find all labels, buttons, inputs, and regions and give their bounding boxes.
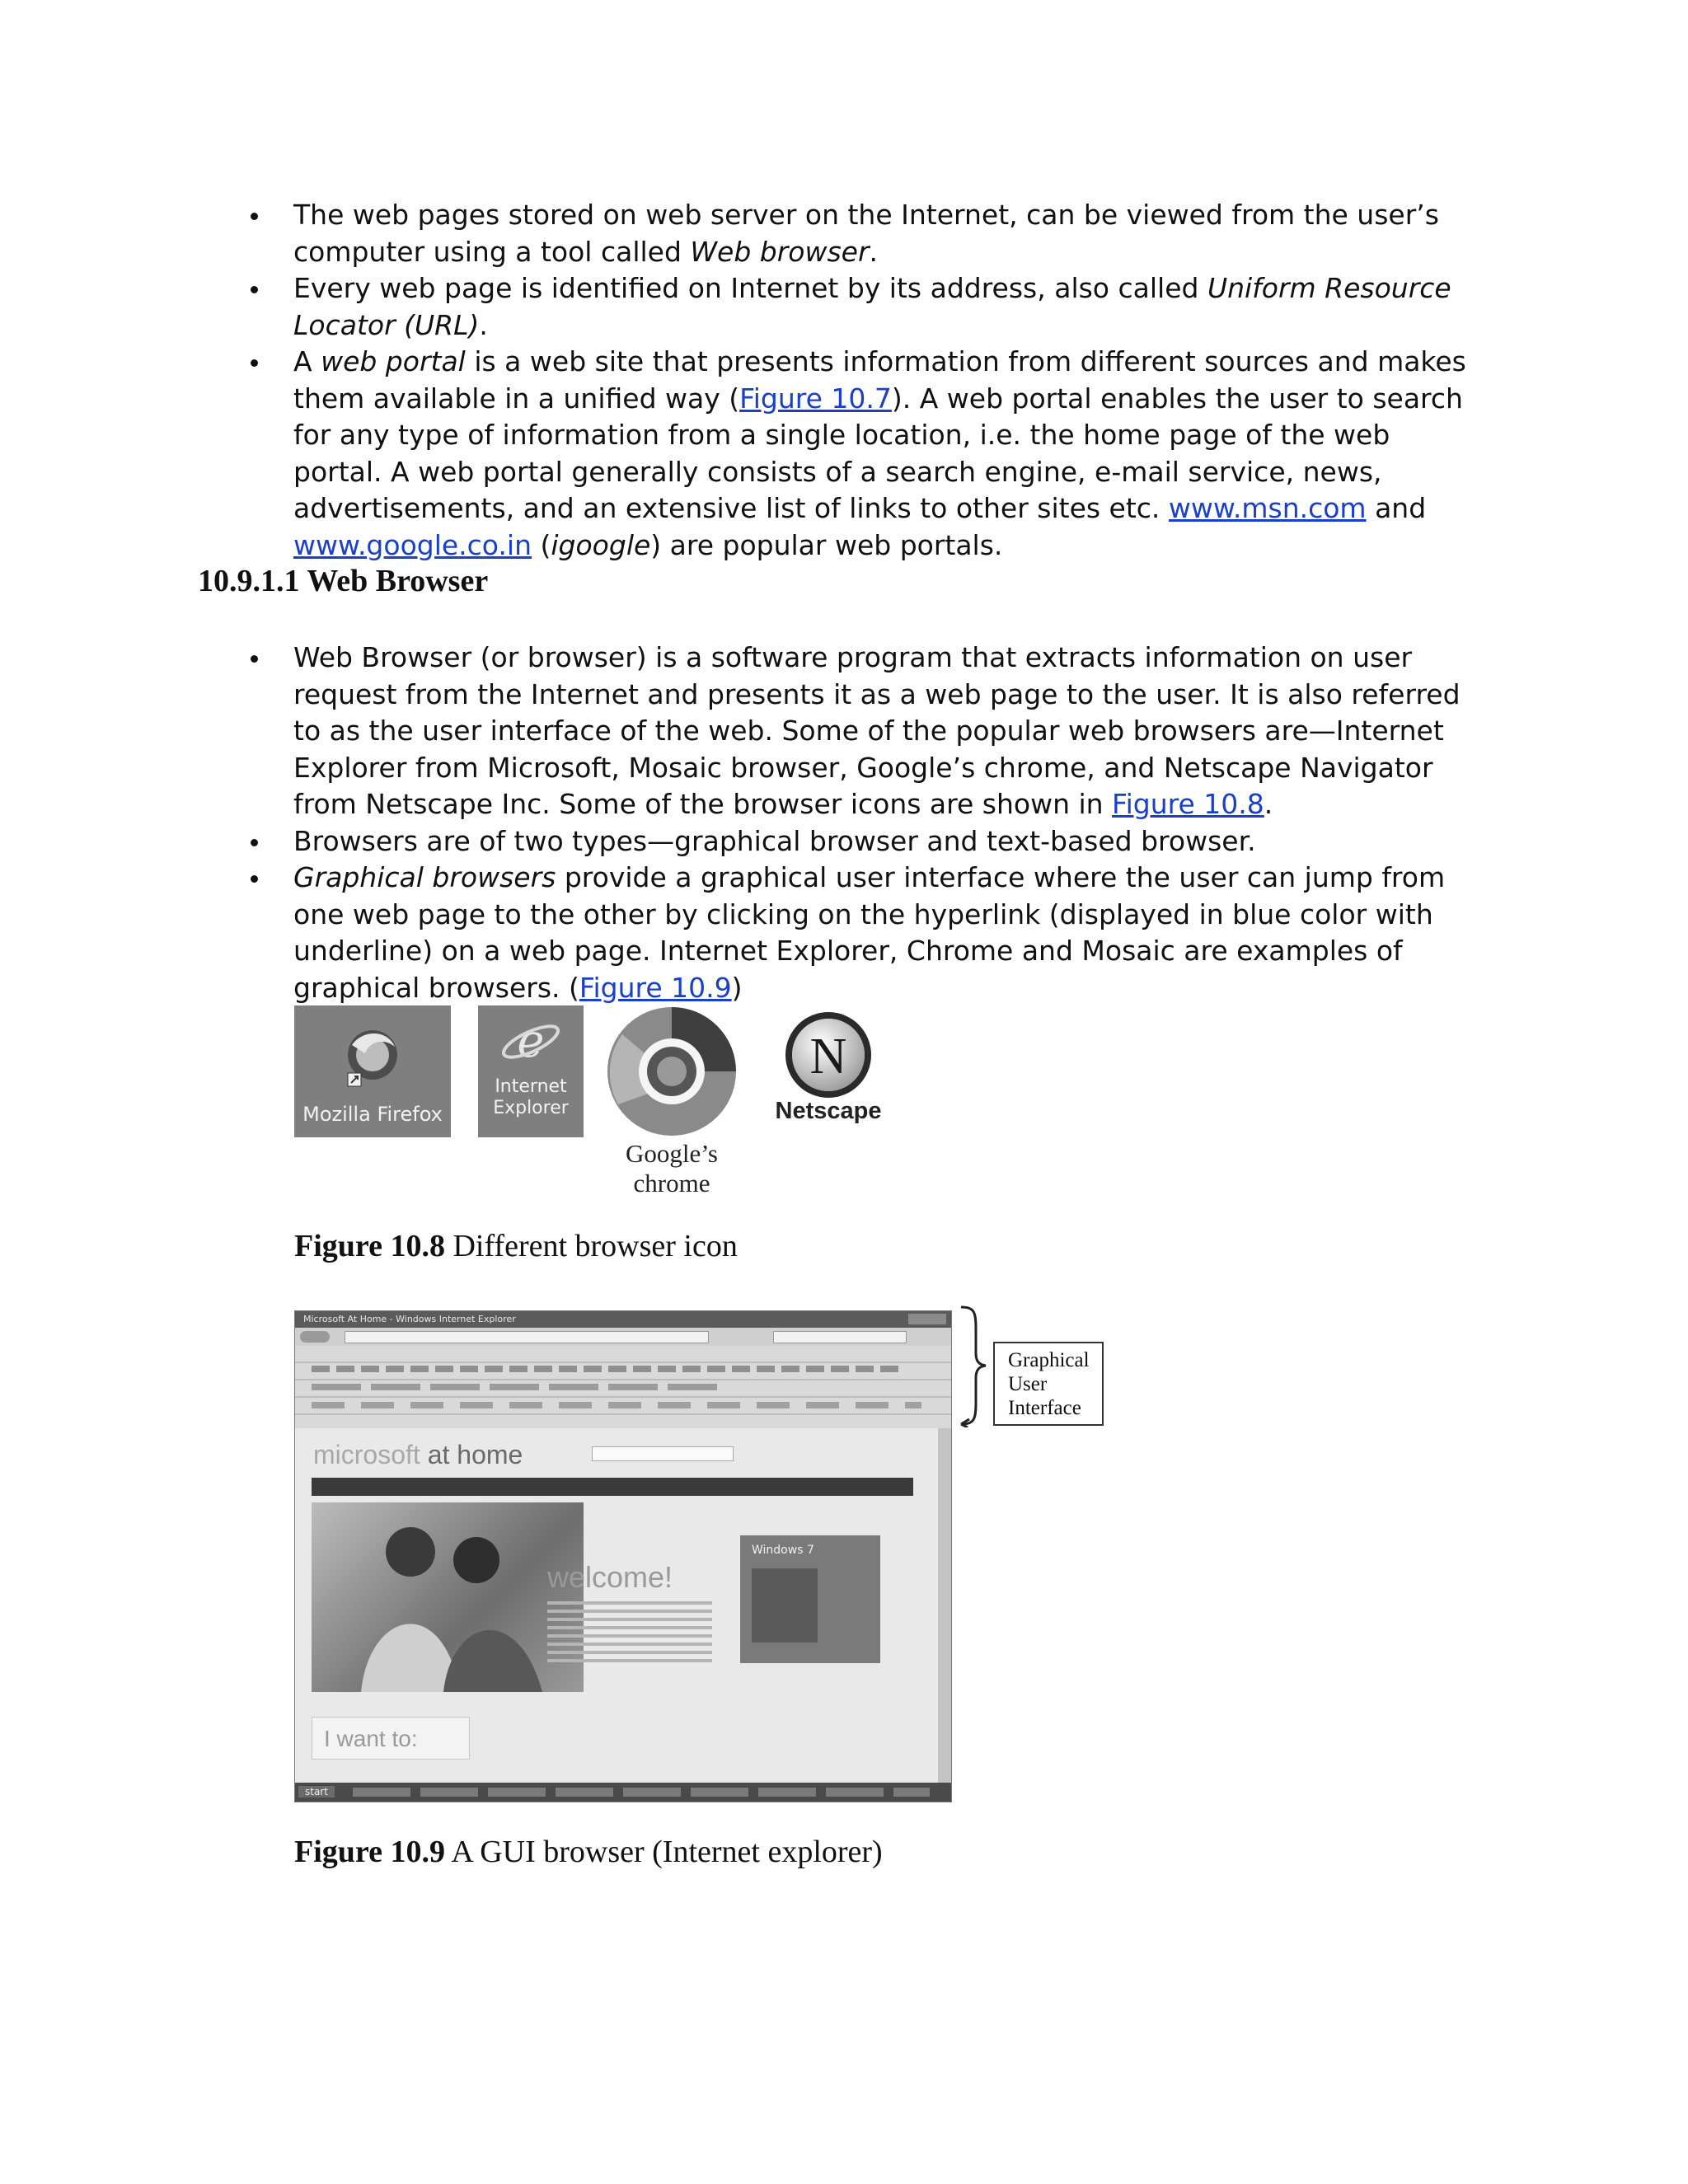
bullet-graphical-browsers: Graphical browsers provide a graphical user interface where the user can jump from one web page to the other by clicking on the hyperlink (displayed in blue color with underline) on a web page. Internet Explorer, Chrome and Mosaic are examples of graphical browsers. (Figure 10.9) <box>244 860 1480 1006</box>
back-forward-icon <box>300 1331 330 1343</box>
gui-callout-box: Graphical User Interface <box>993 1342 1104 1426</box>
term-web-portal: web portal <box>321 345 466 377</box>
ie-toolbars <box>295 1346 951 1428</box>
browser-bullet-list <box>244 640 1480 1006</box>
ie-desktop-icon <box>478 1005 584 1137</box>
netscape-icon-group <box>767 1005 890 1137</box>
toolbar-buttons <box>312 1366 905 1372</box>
bullet-browser-definition: Web Browser (or browser) is a software program that extracts information on user request from the Internet and presents it as a web page to the user. It is also referred to as the user interface of the web. Some of the popular web browsers are—Internet Explorer from Microsoft, Mosaic browser, Google’s chrome, and Netscape Navigator from Netscape Inc. Some of the browser icons are shown in Figure 10.8. <box>244 640 1480 823</box>
svg-text:e: e <box>517 1015 545 1068</box>
firefox-icon <box>294 1005 451 1096</box>
figure-10-8-caption <box>294 1228 738 1264</box>
window-buttons-icon <box>908 1314 946 1324</box>
firefox-desktop-icon <box>294 1005 451 1137</box>
link-msn[interactable]: www.msn.com <box>1168 492 1367 524</box>
internet-explorer-icon <box>478 1005 584 1071</box>
portal-bullet-list <box>244 197 1480 564</box>
links-bar <box>312 1384 724 1390</box>
figure-10-9-text: A GUI browser (Internet explorer) <box>444 1835 883 1869</box>
command-bar <box>312 1402 921 1408</box>
bullet-web-browser-definition: The web pages stored on web server on the Internet, can be viewed from the user’s computer using a tool called Web browser. <box>244 197 1480 270</box>
ie-screenshot <box>294 1310 952 1802</box>
netscape-letter: N <box>809 1029 847 1085</box>
term-graphical-browsers: Graphical browsers <box>293 861 556 893</box>
netscape-icon <box>767 1005 890 1100</box>
firefox-label: Mozilla Firefox <box>302 1103 443 1126</box>
start-button: start <box>298 1786 335 1797</box>
welcome-photo <box>312 1502 584 1692</box>
section-heading: 10.9.1.1 Web Browser <box>198 564 489 598</box>
chrome-label-line2: chrome <box>633 1169 710 1197</box>
gui-brace-icon <box>958 1304 991 1427</box>
term-igoogle: igoogle <box>551 528 651 561</box>
chrome-label-line1: Google’s <box>626 1139 718 1168</box>
bullet-url-definition: Every web page is identified on Internet by its address, also called Uniform Resource Locator (URL). <box>244 270 1480 344</box>
site-header: microsoft at home <box>313 1440 523 1469</box>
figure-10-8-number: Figure 10.8 <box>294 1229 445 1263</box>
ie-scrollbar <box>938 1428 951 1783</box>
welcome-text <box>547 1601 712 1667</box>
ie-label-line1: Internet <box>495 1076 567 1097</box>
chrome-icon-group <box>602 1001 742 1199</box>
search-box <box>773 1331 907 1343</box>
web-page-area <box>295 1428 938 1783</box>
bullet-browser-types: Browsers are of two types—graphical browser and text-based browser. <box>244 823 1480 860</box>
bullet-web-portal-definition: A web portal is a web site that presents information from different sources and makes them available in a unified way (Figure 10.7). A web portal enables the user to search for any type of information from a single location, i.e. the home page of the web portal. A web portal generally consists of a search engine, e-mail service, news, advertisements, and an extensive list of links to other sites etc. www.msn.com and www.google.co.in (igoogle) are popular web portals. <box>244 344 1480 564</box>
windows7-ad: Windows 7 <box>740 1535 880 1663</box>
welcome-heading: welcome! <box>547 1560 673 1594</box>
address-bar <box>345 1331 709 1343</box>
taskbar-items <box>353 1788 930 1797</box>
site-search-box <box>592 1446 734 1461</box>
link-figure-10-9[interactable]: Figure 10.9 <box>579 971 732 1004</box>
link-figure-10-7[interactable]: Figure 10.7 <box>739 382 892 415</box>
link-google[interactable]: www.google.co.in <box>293 528 532 561</box>
netscape-label: Netscape <box>775 1098 882 1124</box>
taskbar <box>295 1783 951 1802</box>
term-web-browser: Web browser <box>690 235 870 268</box>
figure-10-8-text: Different browser icon <box>444 1229 738 1263</box>
ie-label-line2: Explorer <box>493 1098 569 1118</box>
i-want-to-box: I want to: <box>312 1717 470 1760</box>
windows7-box-image <box>752 1568 818 1643</box>
site-nav-bar <box>312 1478 913 1496</box>
ie-window-title: Microsoft At Home - Windows Internet Explorer <box>303 1314 516 1324</box>
chrome-icon <box>602 1001 742 1141</box>
term-url: Uniform Resource Locator (URL) <box>293 272 1451 341</box>
ie-address-row <box>295 1328 951 1346</box>
ie-title-bar <box>295 1311 951 1328</box>
figure-10-9-number: Figure 10.9 <box>294 1835 445 1869</box>
figure-10-9-caption <box>294 1834 883 1870</box>
link-figure-10-8[interactable]: Figure 10.8 <box>1112 788 1264 820</box>
